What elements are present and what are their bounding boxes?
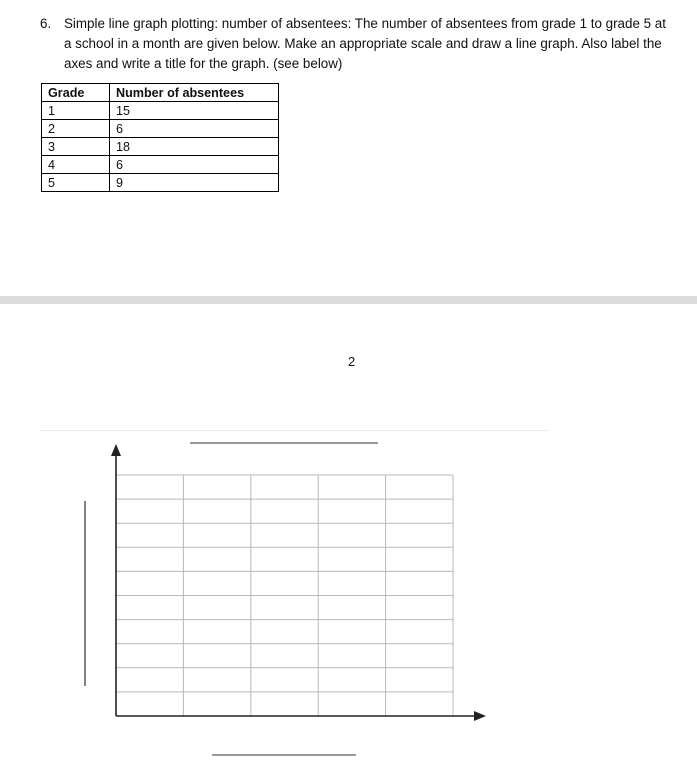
page-number: 2 [348, 354, 356, 369]
graph-grid [116, 475, 453, 716]
table-header-row [42, 84, 279, 102]
question-6 [40, 14, 670, 74]
header-grade: Grade [42, 84, 110, 102]
absentees-cell: 6 [110, 156, 279, 174]
worksheet-page-2 [0, 304, 697, 769]
table-row [42, 120, 279, 138]
question-number: 6. [40, 16, 52, 31]
x-axis-arrow-icon [474, 711, 486, 721]
absentees-table [41, 83, 279, 192]
absentees-cell: 18 [110, 138, 279, 156]
table-row [42, 102, 279, 120]
grade-cell: 1 [42, 102, 110, 120]
table-row [42, 174, 279, 192]
grade-cell: 2 [42, 120, 110, 138]
grade-cell: 5 [42, 174, 110, 192]
grade-cell: 3 [42, 138, 110, 156]
absentees-cell: 9 [110, 174, 279, 192]
question-text: Simple line graph plotting: number of absentees: The number of absentees from grade 1 to grade 5 at a school in a month are given below. Make an appropriate scale and draw a line graph. Also label the axes and write a title for the graph. (see below) [64, 16, 666, 71]
y-axis-arrow-icon [111, 444, 121, 456]
absentees-cell: 6 [110, 120, 279, 138]
table-row [42, 138, 279, 156]
worksheet-page-1 [0, 0, 697, 296]
blank-graph [0, 304, 697, 769]
page-separator [0, 296, 697, 304]
header-absentees: Number of absentees [110, 84, 279, 102]
absentees-cell: 15 [110, 102, 279, 120]
table-row [42, 156, 279, 174]
grade-cell: 4 [42, 156, 110, 174]
